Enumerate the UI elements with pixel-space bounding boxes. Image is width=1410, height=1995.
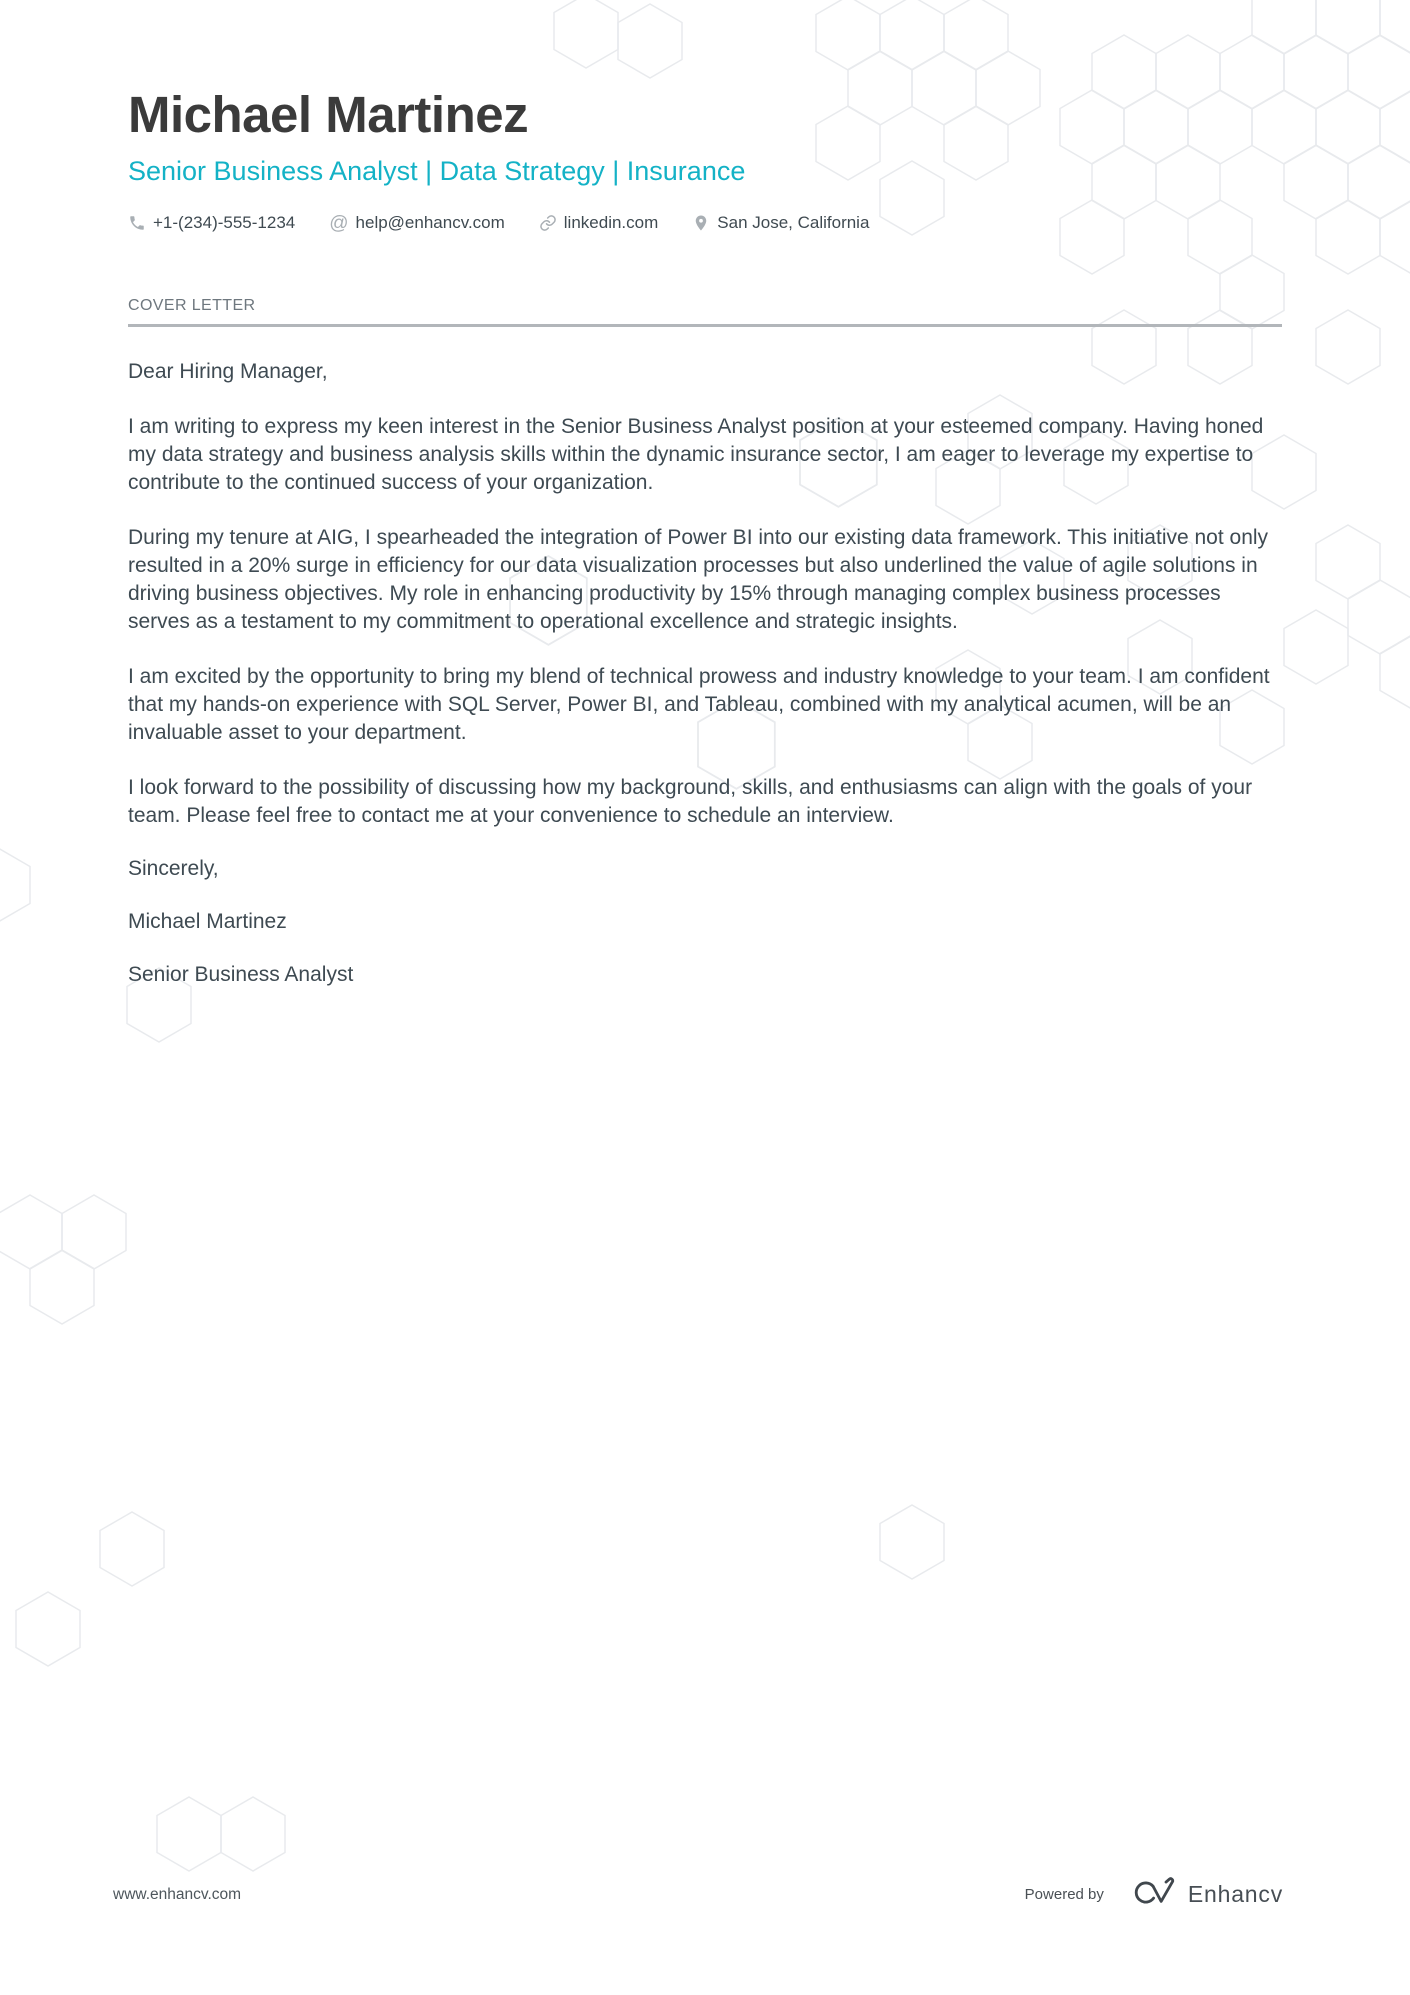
page-footer [113, 1876, 1283, 1913]
brand-name[interactable]: Enhancv [1187, 1881, 1283, 1907]
contact-row [128, 213, 1282, 233]
contact-linkedin-text: linkedin.com [563, 213, 659, 233]
letter-content [0, 0, 1410, 989]
signature-name: Michael Martinez [128, 910, 287, 934]
contact-phone-text: +1-(234)-555-1234 [153, 213, 296, 233]
paragraph: I am writing to express my keen interest in the Senior Business Analyst position at your esteemed company. Having honed my data strategy and business analysis skills within the dynamic insurance sector, I am eager to leverage my expertise to contribute to the continued success of your organization. [128, 415, 1264, 495]
phone-icon [128, 214, 146, 232]
contact-location-text: San Jose, California [717, 213, 870, 233]
contact-email-text: help@enhancv.com [355, 213, 505, 233]
header [128, 86, 1282, 233]
contact-phone [128, 213, 295, 233]
closing: Sincerely, [128, 857, 219, 881]
contact-linkedin[interactable] [539, 213, 659, 233]
location-icon [692, 214, 710, 232]
contact-email[interactable] [329, 213, 505, 233]
paragraph: I look forward to the possibility of discussing how my background, skills, and enthusiasms can align with the goals of your team. Please feel free to contact me at your convenience to schedule an interview. [128, 776, 1253, 828]
paragraph: I am excited by the opportunity to bring my blend of technical prowess and industry knowledge to your team. I am confident that my hands-on experience with SQL Server, Power BI, and Tableau, combined with my analytical acumen, will be an invaluable asset to your department. [128, 665, 1270, 745]
link-icon [539, 214, 557, 232]
powered-by-label: Powered by [1024, 1886, 1104, 1903]
letter-body [128, 358, 1282, 989]
paragraph: During my tenure at AIG, I spearheaded the integration of Power BI into our existing data framework. This initiative not only resulted in a 20% surge in efficiency for our data visualization processes but also underlined the value of agile solutions in driving business objectives. My role in enhancing productivity by 15% through managing complex business processes serves as a testament to my commitment to operational excellence and strategic insights. [128, 526, 1269, 634]
person-job-title: Senior Business Analyst | Data Strategy | Insurance [128, 155, 746, 186]
person-name: Michael Martinez [128, 86, 529, 143]
at-icon: @ [329, 212, 349, 234]
section-divider [128, 324, 1282, 327]
section-label: COVER LETTER [128, 297, 256, 315]
salutation: Dear Hiring Manager, [128, 360, 328, 384]
contact-location [692, 213, 869, 233]
enhancv-logo-icon[interactable] [1132, 1876, 1179, 1913]
website-link[interactable]: www.enhancv.com [113, 1885, 242, 1903]
signature-title: Senior Business Analyst [128, 963, 354, 987]
powered-by [1025, 1876, 1283, 1913]
